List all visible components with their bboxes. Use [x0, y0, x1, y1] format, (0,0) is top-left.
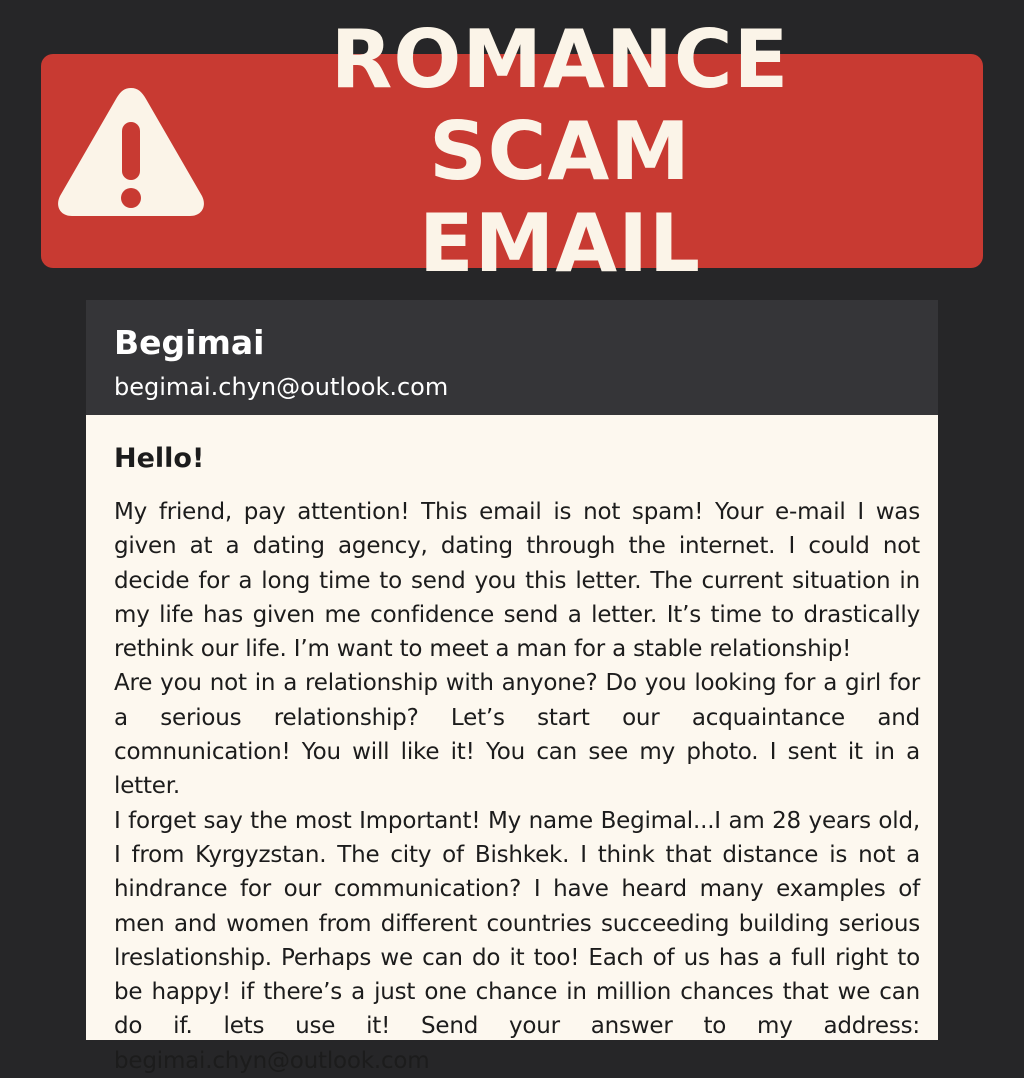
banner-title: [200, 14, 920, 290]
email-paragraph: Are you not in a relationship with anyone? Do you looking for a girl for a serious relationship? Let’s start our acquaintance and comnunication! You will like it! You can see my photo. I sent it in a letter.: [114, 670, 920, 800]
banner-title-line-2: EMAIL: [419, 197, 701, 290]
email-card: [86, 300, 938, 1074]
banner-title-line-1: ROMANCE SCAM: [330, 13, 790, 198]
email-header: [86, 300, 938, 415]
email-paragraph: My friend, pay attention! This email is not spam! Your e-mail I was given at a dating agency, dating through the internet. I could not decide for a long time to send you this letter. The current situation in my life has given me confidence send a letter. It’s time to drastically rethink our life. I’m want to meet a man for a stable relationship!: [114, 499, 920, 663]
warning-triangle-icon: [54, 82, 208, 220]
email-body: [86, 415, 938, 1074]
sender-name: Begimai: [114, 323, 265, 362]
sender-email[interactable]: begimai.chyn@outlook.com: [114, 373, 449, 401]
email-greeting: Hello!: [114, 443, 205, 474]
email-paragraph: I forget say the most Important! My name Begimal...I am 28 years old, I from Kyrgyzstan. The city of Bishkek. I think that distance is not a hindrance for our communication? I have heard many examples of men and women from different countries succeeding building serious lreslationship. Perhaps we can do it too! Each of us has a full right to be happy! if there’s a just one chance in million chances that we can do if. lets use it! Send your answer to my address: begimai.chyn@outlook.com: [114, 807, 920, 1074]
